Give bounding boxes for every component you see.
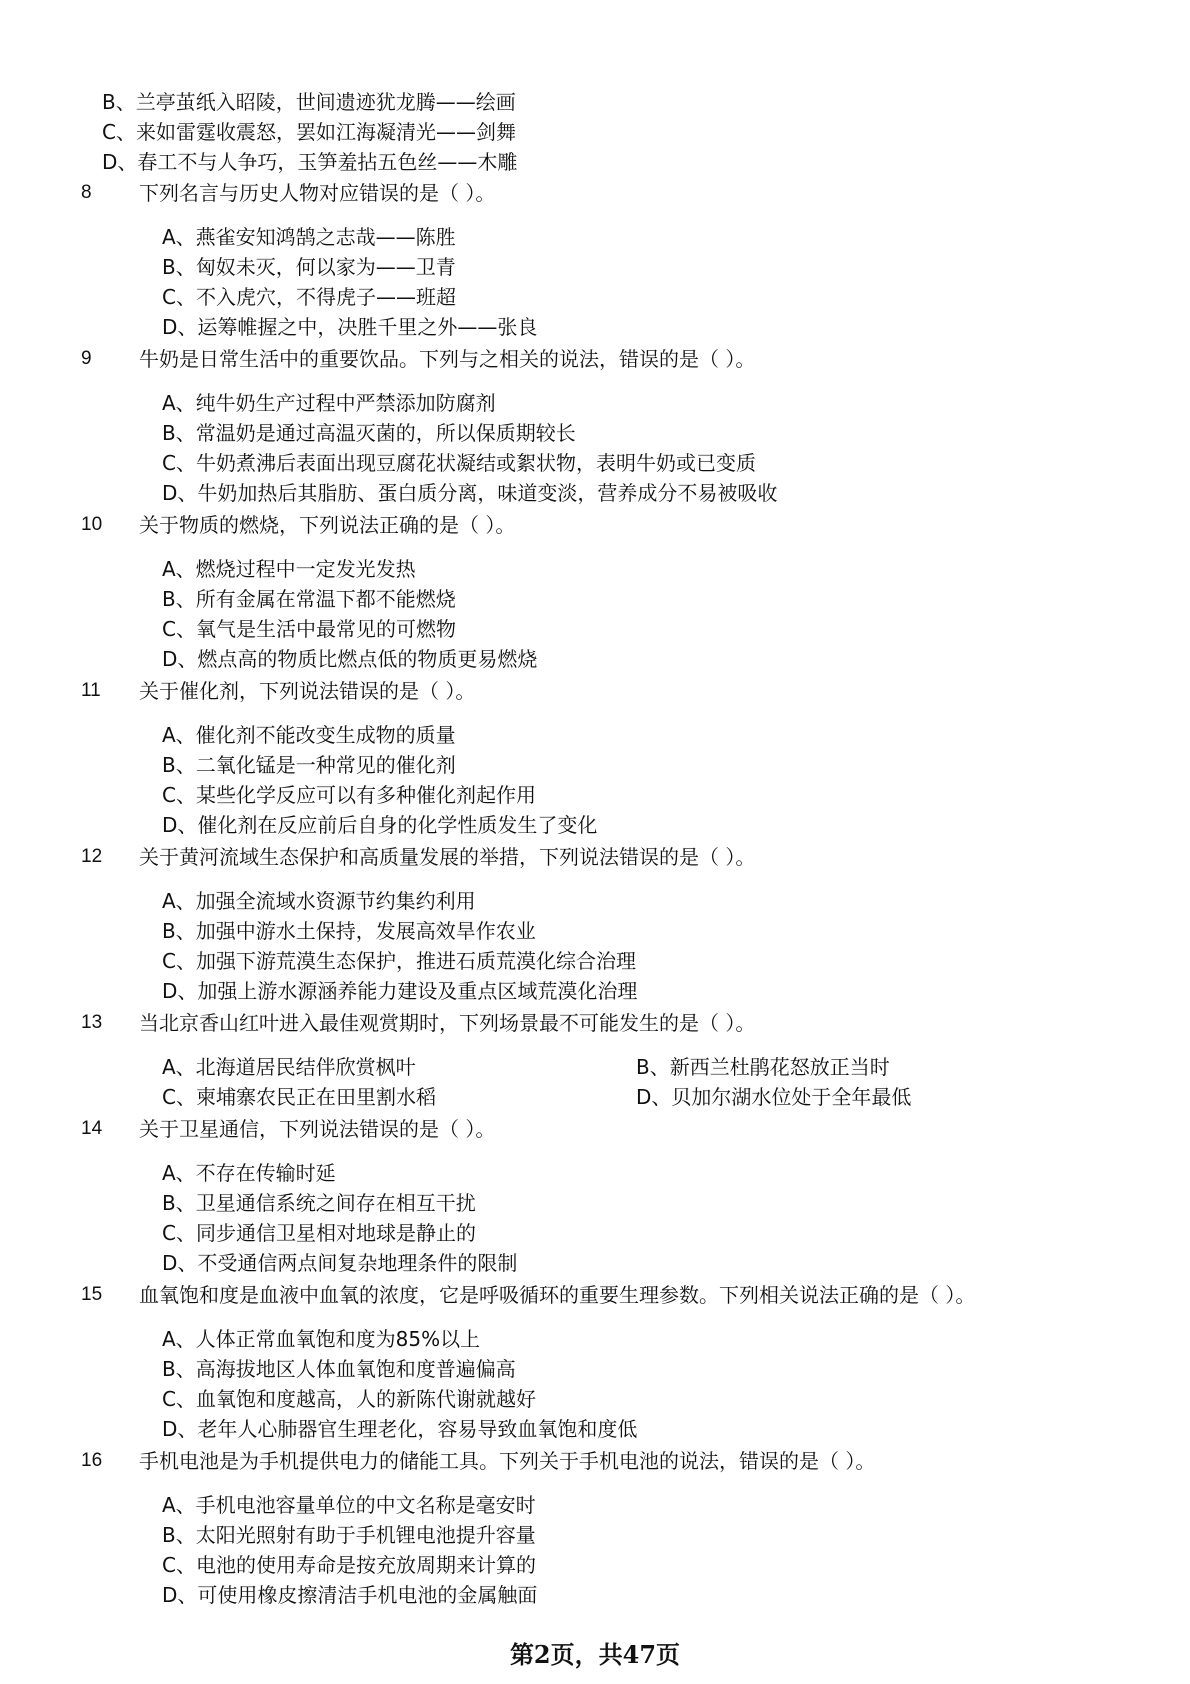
question-8-number: 8 xyxy=(81,182,92,203)
question-15-text: 血氧饱和度是血液中血氧的浓度，它是呼吸循环的重要生理参数。下列相关说法正确的是（ ）。 xyxy=(139,1283,976,1307)
question-16-option-a: A、手机电池容量单位的中文名称是毫安时 xyxy=(162,1493,536,1517)
question-11-option-a: A、催化剂不能改变生成物的质量 xyxy=(162,723,456,747)
question-12-option-a: A、加强全流域水资源节约集约利用 xyxy=(162,889,476,913)
question-13-number: 13 xyxy=(81,1012,103,1033)
question-12-number: 12 xyxy=(81,846,103,867)
question-9-option-b: B、常温奶是通过高温灭菌的，所以保质期较长 xyxy=(162,421,576,445)
question-14-option-a: A、不存在传输时延 xyxy=(162,1161,336,1185)
question-10-option-a: A、燃烧过程中一定发光发热 xyxy=(162,557,416,581)
question-11-text: 关于催化剂，下列说法错误的是（ ）。 xyxy=(139,679,476,703)
question-15-option-c: C、血氧饱和度越高，人的新陈代谢就越好 xyxy=(162,1387,536,1411)
question-10-option-d: D、燃点高的物质比燃点低的物质更易燃烧 xyxy=(162,647,538,671)
question-13-option-a: A、北海道居民结伴欣赏枫叶 xyxy=(162,1055,416,1079)
question-11-option-d: D、催化剂在反应前后自身的化学性质发生了变化 xyxy=(162,813,598,837)
question-9-number: 9 xyxy=(81,348,92,369)
question-13-text: 当北京香山红叶进入最佳观赏期时，下列场景最不可能发生的是（ ）。 xyxy=(139,1011,756,1035)
top-option-c: C、来如雷霆收震怒，罢如江海凝清光——剑舞 xyxy=(102,120,516,144)
question-14-text: 关于卫星通信，下列说法错误的是（ ）。 xyxy=(139,1117,496,1141)
question-9-option-a: A、纯牛奶生产过程中严禁添加防腐剂 xyxy=(162,391,496,415)
question-9-option-d: D、牛奶加热后其脂肪、蛋白质分离，味道变淡，营养成分不易被吸收 xyxy=(162,481,778,505)
question-13-option-d: D、贝加尔湖水位处于全年最低 xyxy=(636,1085,912,1109)
question-12-option-b: B、加强中游水土保持，发展高效旱作农业 xyxy=(162,919,536,943)
question-8-option-b: B、匈奴未灭，何以家为——卫青 xyxy=(162,255,456,279)
question-8-option-c: C、不入虎穴，不得虎子——班超 xyxy=(162,285,456,309)
question-12-option-c: C、加强下游荒漠生态保护，推进石质荒漠化综合治理 xyxy=(162,949,636,973)
question-14-option-c: C、同步通信卫星相对地球是静止的 xyxy=(162,1221,476,1245)
question-10-text: 关于物质的燃烧，下列说法正确的是（ ）。 xyxy=(139,513,516,537)
question-14-option-b: B、卫星通信系统之间存在相互干扰 xyxy=(162,1191,476,1215)
question-13-option-c: C、柬埔寨农民正在田里割水稻 xyxy=(162,1085,436,1109)
top-option-d: D、春工不与人争巧，玉笋羞拈五色丝——木雕 xyxy=(102,150,518,174)
question-8-text: 下列名言与历史人物对应错误的是（ ）。 xyxy=(139,181,496,205)
question-11-option-b: B、二氧化锰是一种常见的催化剂 xyxy=(162,753,456,777)
question-11-option-c: C、某些化学反应可以有多种催化剂起作用 xyxy=(162,783,536,807)
page-number-footer: 第2页，共47页 xyxy=(509,1640,681,1669)
question-13-option-b: B、新西兰杜鹃花怒放正当时 xyxy=(636,1055,890,1079)
question-16-option-c: C、电池的使用寿命是按充放周期来计算的 xyxy=(162,1553,536,1577)
question-10-option-c: C、氧气是生活中最常见的可燃物 xyxy=(162,617,456,641)
question-15-option-d: D、老年人心肺器官生理老化，容易导致血氧饱和度低 xyxy=(162,1417,638,1441)
question-16-number: 16 xyxy=(81,1450,103,1471)
question-14-option-d: D、不受通信两点间复杂地理条件的限制 xyxy=(162,1251,518,1275)
question-8-option-d: D、运筹帷握之中，决胜千里之外——张良 xyxy=(162,315,538,339)
question-15-option-b: B、高海拔地区人体血氧饱和度普遍偏高 xyxy=(162,1357,516,1381)
question-8-option-a: A、燕雀安知鸿鹄之志哉——陈胜 xyxy=(162,225,456,249)
question-16-option-d: D、可使用橡皮擦清洁手机电池的金属触面 xyxy=(162,1583,538,1607)
question-14-number: 14 xyxy=(81,1118,103,1139)
top-option-b: B、兰亭茧纸入昭陵，世间遗迹犹龙腾——绘画 xyxy=(102,90,516,114)
question-16-option-b: B、太阳光照射有助于手机锂电池提升容量 xyxy=(162,1523,536,1547)
question-10-number: 10 xyxy=(81,514,103,535)
question-15-number: 15 xyxy=(81,1284,103,1305)
question-15-option-a: A、人体正常血氧饱和度为85%以上 xyxy=(162,1327,481,1351)
question-12-option-d: D、加强上游水源涵养能力建设及重点区域荒漠化治理 xyxy=(162,979,638,1003)
question-10-option-b: B、所有金属在常温下都不能燃烧 xyxy=(162,587,456,611)
question-11-number: 11 xyxy=(81,680,101,701)
question-16-text: 手机电池是为手机提供电力的储能工具。下列关于手机电池的说法，错误的是（ ）。 xyxy=(139,1449,876,1473)
question-9-text: 牛奶是日常生活中的重要饮品。下列与之相关的说法，错误的是（ ）。 xyxy=(139,347,756,371)
question-12-text: 关于黄河流域生态保护和高质量发展的举措，下列说法错误的是（ ）。 xyxy=(139,845,756,869)
question-9-option-c: C、牛奶煮沸后表面出现豆腐花状凝结或絮状物，表明牛奶或已变质 xyxy=(162,451,756,475)
